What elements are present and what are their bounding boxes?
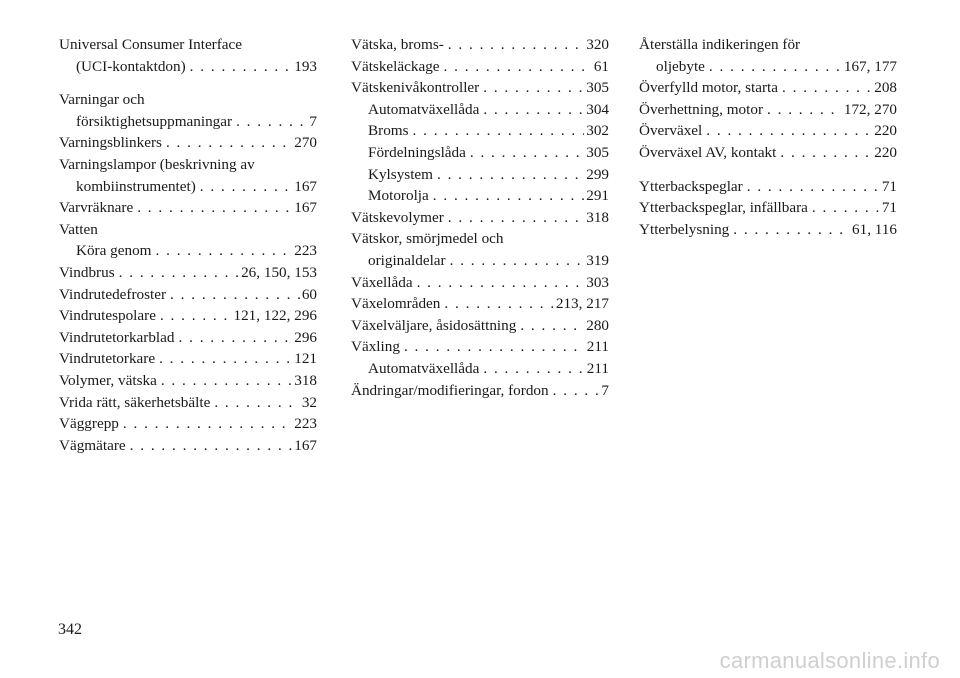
index-heading: Vatten: [59, 220, 98, 238]
dot-leader: [236, 111, 307, 133]
dot-leader: [483, 99, 584, 121]
entry-term: oljebyte: [656, 57, 705, 75]
dot-leader: [483, 358, 584, 380]
entry-pages: 60: [301, 285, 317, 303]
index-entry: [351, 336, 609, 358]
entry-term: Vätskenivåkontroller: [351, 79, 480, 97]
dot-leader: [706, 120, 872, 142]
dot-leader: [170, 284, 300, 306]
entry-term: (UCI-kontaktdon): [76, 57, 186, 75]
index-entry: [59, 348, 317, 370]
entry-pages: 220: [874, 143, 897, 161]
index-heading: Återställa indikeringen för: [639, 36, 801, 53]
entry-term: Vätskevolymer: [351, 208, 444, 226]
entry-pages: 291: [586, 187, 609, 205]
entry-term: Varningsblinkers: [59, 134, 162, 152]
entry-term: Volymer, vätska: [59, 371, 157, 389]
entry-pages: 305: [586, 143, 609, 161]
entry-term: Vätskeläckage: [351, 57, 440, 75]
dot-leader: [433, 185, 584, 207]
index-spacer: [639, 164, 897, 176]
entry-pages: 304: [586, 100, 609, 118]
dot-leader: [214, 392, 299, 414]
entry-term: Överväxel: [639, 122, 703, 140]
entry-pages: 71: [881, 177, 897, 195]
index-entry: [639, 77, 897, 99]
index-column-1: [59, 34, 317, 456]
dot-leader: [450, 250, 585, 272]
entry-term: Ytterbelysning: [639, 220, 730, 238]
entry-term: Fördelningslåda: [368, 143, 466, 161]
watermark: carmanualsonline.info: [719, 648, 940, 673]
index-heading: Varningslampor (beskrivning av: [59, 155, 255, 173]
dot-leader: [733, 219, 850, 241]
dot-leader: [130, 435, 293, 457]
dot-leader: [190, 56, 293, 78]
index-subentry: [351, 120, 609, 142]
entry-pages: 211: [586, 338, 609, 356]
dot-leader: [417, 272, 585, 294]
entry-pages: 167, 177: [843, 57, 897, 75]
entry-pages: 167: [294, 177, 317, 195]
dot-leader: [404, 336, 585, 358]
dot-leader: [156, 240, 293, 262]
entry-pages: 223: [294, 415, 317, 433]
index-entry: [639, 197, 897, 219]
index-spacer: [59, 77, 317, 89]
index-entry: [351, 56, 609, 78]
entry-pages: 319: [586, 251, 609, 269]
entry-term: Broms: [368, 122, 409, 140]
entry-term: Ytterbackspeglar, infällbara: [639, 199, 808, 217]
index-entry: [59, 327, 317, 349]
index-entry: [59, 197, 317, 219]
entry-term: Överhettning, motor: [639, 100, 764, 118]
index-entry: [59, 56, 317, 78]
entry-pages: 220: [874, 122, 897, 140]
index-entry: [351, 272, 609, 294]
index-entry: [59, 392, 317, 414]
index-entry: [639, 120, 897, 142]
dot-leader: [179, 327, 293, 349]
entry-pages: 61, 116: [852, 220, 897, 238]
page-number: 342: [58, 621, 82, 638]
entry-term: Vindrutedefroster: [59, 285, 167, 303]
index-entry: [351, 315, 609, 337]
dot-leader: [119, 262, 239, 284]
index-entry: [59, 111, 317, 133]
entry-term: Ytterbackspeglar: [639, 177, 743, 195]
entry-term: Vindbrus: [59, 263, 115, 281]
dot-leader: [553, 380, 600, 402]
index-entry: [59, 413, 317, 435]
index-entry: [639, 56, 897, 78]
index-entry: [59, 435, 317, 457]
index-entry: [59, 284, 317, 306]
dot-leader: [782, 77, 872, 99]
entry-pages: 208: [874, 79, 897, 97]
dot-leader: [166, 132, 292, 154]
entry-term: Varvräknare: [59, 199, 134, 217]
index-column-3: [639, 34, 897, 240]
entry-pages: 61: [593, 57, 609, 75]
entry-pages: 305: [586, 79, 609, 97]
dot-leader: [780, 142, 872, 164]
entry-pages: 172, 270: [843, 100, 897, 118]
entry-term: Kylsystem: [368, 165, 433, 183]
index-column-2: [351, 34, 609, 401]
entry-pages: 32: [301, 393, 317, 411]
index-heading: Vätskor, smörjmedel och: [351, 230, 504, 248]
dot-leader: [123, 413, 292, 435]
dot-leader: [444, 56, 592, 78]
entry-pages: 302: [586, 122, 609, 140]
index-subentry: [351, 358, 609, 380]
dot-leader: [767, 99, 842, 121]
entry-pages: 223: [294, 242, 317, 260]
index-entry: [639, 176, 897, 198]
index-entry: [639, 142, 897, 164]
index-subentry: [351, 142, 609, 164]
index-entry: [59, 262, 317, 284]
dot-leader: [812, 197, 880, 219]
entry-pages: 320: [586, 36, 609, 53]
dot-leader: [470, 142, 584, 164]
index-entry: [59, 132, 317, 154]
index-subentry: [351, 164, 609, 186]
index-subentry: [351, 99, 609, 121]
dot-leader: [437, 164, 584, 186]
index-entry: [59, 305, 317, 327]
entry-term: Överväxel AV, kontakt: [639, 143, 777, 161]
index-subentry: [59, 240, 317, 262]
entry-term: kombiinstrumentet): [76, 177, 196, 195]
dot-leader: [448, 34, 584, 56]
dot-leader: [161, 370, 292, 392]
index-entry: [351, 293, 609, 315]
entry-term: Ändringar/modifieringar, fordon: [351, 381, 549, 399]
entry-pages: 318: [586, 208, 609, 226]
index-entry: [351, 380, 609, 402]
entry-term: Väggrepp: [59, 415, 119, 433]
dot-leader: [160, 305, 232, 327]
entry-pages: 121: [294, 350, 317, 368]
index-entry: [351, 77, 609, 99]
index-subentry: [351, 185, 609, 207]
entry-term: Vrida rätt, säkerhetsbälte: [59, 393, 211, 411]
index-entry: [639, 99, 897, 121]
entry-pages: 213, 217: [555, 295, 609, 313]
entry-term: Vätska, broms-: [351, 36, 444, 53]
entry-pages: 270: [294, 134, 317, 152]
dot-leader: [448, 207, 584, 229]
entry-pages: 121, 122, 296: [233, 307, 317, 325]
index-entry: [639, 219, 897, 241]
entry-term: Växelväljare, åsidosättning: [351, 316, 517, 334]
entry-term: Vindrutespolare: [59, 307, 156, 325]
entry-term: Växelområden: [351, 295, 441, 313]
entry-term: Vägmätare: [59, 436, 126, 454]
entry-term: Överfylld motor, starta: [639, 79, 778, 97]
entry-pages: 71: [881, 199, 897, 217]
dot-leader: [747, 176, 880, 198]
entry-pages: 7: [601, 381, 609, 399]
index-entry: [351, 250, 609, 272]
entry-term: Automatväxellåda: [368, 100, 480, 118]
index-entry: [351, 207, 609, 229]
entry-pages: 26, 150, 153: [241, 263, 317, 281]
index-entry: [351, 34, 609, 56]
dot-leader: [444, 293, 553, 315]
entry-term: Växellåda: [351, 273, 413, 291]
entry-pages: 167: [294, 199, 317, 217]
dot-leader: [200, 176, 292, 198]
dot-leader: [159, 348, 292, 370]
entry-pages: 299: [586, 165, 609, 183]
entry-term: Vindrutetorkarblad: [59, 328, 175, 346]
dot-leader: [413, 120, 585, 142]
entry-pages: 296: [294, 328, 317, 346]
entry-pages: 280: [586, 316, 609, 334]
index-entry: [59, 370, 317, 392]
dot-leader: [520, 315, 584, 337]
index-heading: Universal Consumer Interface: [59, 36, 243, 53]
entry-term: Vindrutetorkare: [59, 350, 156, 368]
entry-term: Motorolja: [368, 187, 429, 205]
entry-term: försiktighetsuppmaningar: [76, 112, 233, 130]
entry-term: Automatväxellåda: [368, 359, 480, 377]
entry-pages: 318: [294, 371, 317, 389]
dot-leader: [709, 56, 842, 78]
entry-term: Köra genom: [76, 242, 152, 260]
index-heading: Varningar och: [59, 91, 145, 109]
entry-pages: 193: [294, 57, 317, 75]
entry-pages: 7: [309, 112, 317, 130]
dot-leader: [483, 77, 584, 99]
entry-pages: 167: [294, 436, 317, 454]
entry-term: originaldelar: [368, 251, 446, 269]
entry-pages: 211: [586, 359, 609, 377]
index-entry: [59, 176, 317, 198]
entry-term: Växling: [351, 338, 400, 356]
entry-pages: 303: [586, 273, 609, 291]
dot-leader: [137, 197, 292, 219]
